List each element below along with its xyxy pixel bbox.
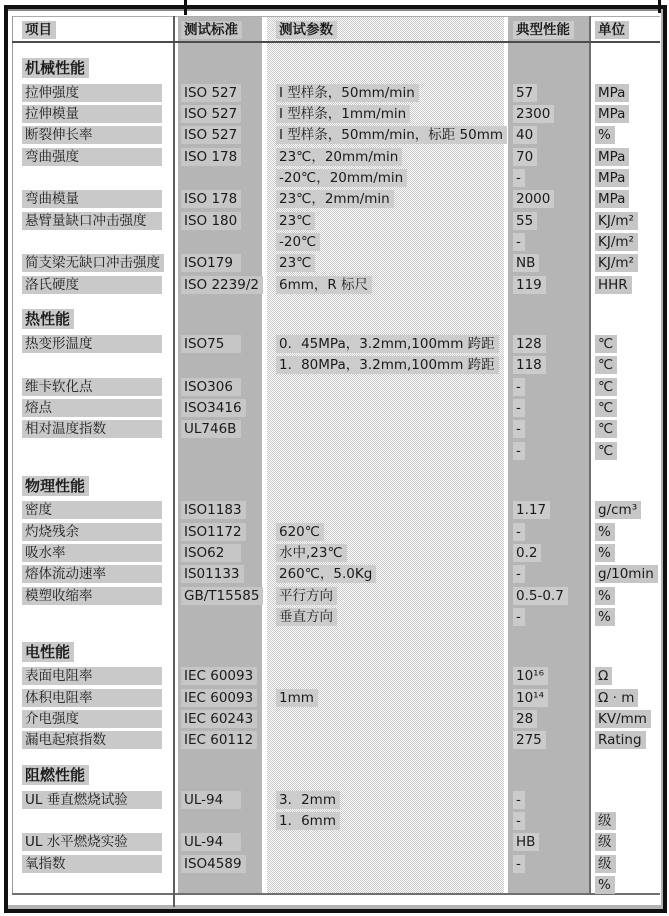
cell-param: I 型样条，1mm/min [276, 105, 410, 123]
cell-item: UL 垂直燃烧试验 [22, 791, 162, 809]
cell-unit: MPa [595, 84, 629, 102]
cell-std: ISO 180 [181, 212, 241, 230]
cell-param: 23℃ [276, 212, 315, 230]
cell-std: ISO 527 [181, 105, 241, 123]
cell-val: 275 [513, 731, 546, 749]
cell-val: - [513, 812, 525, 830]
cell-item: 相对温度指数 [22, 420, 162, 438]
cell-param: -20℃，20mm/min [276, 169, 407, 187]
cell-std: ISO1183 [181, 501, 246, 519]
cell-val: - [513, 399, 525, 417]
cell-std: IS01133 [181, 565, 244, 583]
cell-std: UL-94 [181, 833, 241, 851]
cell-param: 260℃，5.0Kg [276, 565, 376, 583]
cell-val: 2000 [513, 190, 554, 208]
cell-item: 密度 [22, 501, 162, 519]
header-item: 项目 [22, 21, 56, 39]
cell-val: 55 [513, 212, 537, 230]
cell-unit: MPa [595, 169, 629, 187]
cell-val: - [513, 608, 525, 626]
section-title: 热性能 [22, 309, 74, 329]
cell-item: 吸水率 [22, 544, 162, 562]
section-header-row [12, 43, 660, 81]
header-parameter: 测试参数 [276, 21, 337, 39]
cell-std: ISO306 [181, 378, 241, 396]
cell-std: IEC 60112 [181, 731, 257, 749]
cell-std: ISO 2239/2 [181, 276, 263, 294]
cell-item: 漏电起痕指数 [22, 731, 162, 749]
cell-param: 23℃ [276, 254, 315, 272]
table-row [12, 375, 660, 396]
cell-unit: % [595, 587, 615, 605]
cell-item: 热变形温度 [22, 335, 162, 353]
cell-std: IEC 60093 [181, 689, 257, 707]
cell-unit: ℃ [595, 335, 617, 353]
cell-std: ISO4589 [181, 855, 246, 873]
cell-unit: MPa [595, 148, 629, 166]
cell-val: 1.17 [513, 501, 550, 519]
property-table [12, 16, 660, 895]
cell-item: 弯曲模量 [22, 190, 162, 208]
table-row [12, 166, 660, 187]
cell-val: 128 [513, 335, 546, 353]
cell-val: 10¹⁴ [513, 689, 548, 707]
cell-item: 体积电阻率 [22, 689, 162, 707]
table-row [12, 584, 660, 605]
cell-unit: % [595, 126, 615, 144]
cell-unit: g/10min [595, 565, 658, 583]
cell-std: ISO 178 [181, 190, 241, 208]
cell-unit: % [595, 608, 615, 626]
cell-item: 熔体流动速率 [22, 565, 162, 583]
cell-param: I 型样条，50mm/min，标距 50mm [276, 126, 507, 144]
cell-std: ISO3416 [181, 399, 246, 417]
table-row [12, 354, 660, 375]
table-row [12, 273, 660, 294]
table-row [12, 252, 660, 273]
cell-item: 表面电阻率 [22, 667, 162, 685]
table-row [12, 788, 660, 809]
cell-std: ISO 178 [181, 148, 241, 166]
scan-artifact-tick-right [658, 0, 661, 13]
cell-param: -20℃ [276, 233, 320, 251]
table-row [12, 188, 660, 209]
cell-std: GB/T15585 [181, 587, 263, 605]
cell-unit: ℃ [595, 420, 617, 438]
header-typical-value: 典型性能 [513, 21, 574, 39]
cell-item: 介电强度 [22, 710, 162, 728]
cell-val: NB [513, 254, 539, 272]
cell-item: 熔点 [22, 399, 162, 417]
cell-param: 垂直方向 [276, 608, 337, 626]
table-row [12, 124, 660, 145]
cell-val: 10¹⁶ [513, 667, 548, 685]
table-row [12, 418, 660, 439]
cell-unit: 级 [595, 855, 616, 873]
cell-unit: KJ/m² [595, 212, 638, 230]
cell-unit: 级 [595, 833, 616, 851]
header-standard: 测试标准 [181, 21, 242, 39]
table-row [12, 499, 660, 520]
cell-val: 119 [513, 276, 546, 294]
table-row [12, 707, 660, 728]
cell-val: - [513, 791, 525, 809]
table-body [12, 43, 660, 895]
table-row [12, 665, 660, 686]
cell-item: 氧指数 [22, 855, 162, 873]
cell-param: 1．80MPa，3.2mm,100mm 跨距 [276, 356, 499, 374]
section-title: 物理性能 [22, 476, 89, 496]
cell-unit: % [595, 523, 615, 541]
cell-unit: ℃ [595, 399, 617, 417]
cell-val: - [513, 233, 525, 251]
cell-unit: MPa [595, 105, 629, 123]
table-row [12, 81, 660, 102]
table-row [12, 831, 660, 852]
cell-unit: % [595, 876, 615, 894]
cell-unit: MPa [595, 190, 629, 208]
cell-std: IEC 60093 [181, 667, 257, 685]
cell-std: ISO75 [181, 335, 241, 353]
cell-unit: ℃ [595, 378, 617, 396]
section-header-row [12, 750, 660, 788]
cell-unit: KJ/m² [595, 233, 638, 251]
cell-std: IEC 60243 [181, 710, 257, 728]
table-row [12, 439, 660, 460]
table-row [12, 686, 660, 707]
cell-unit: g/cm³ [595, 501, 641, 519]
scan-artifact-tick-left [184, 0, 187, 15]
cell-unit: Ω [595, 667, 612, 685]
cell-unit: % [595, 544, 615, 562]
table-row [12, 541, 660, 562]
cell-std: UL-94 [181, 791, 241, 809]
cell-param: 3．2mm [276, 791, 340, 809]
cell-unit: Ω · m [595, 689, 638, 707]
cell-val: 70 [513, 148, 537, 166]
cell-unit: 级 [595, 812, 616, 830]
cell-std: ISO62 [181, 544, 241, 562]
cell-param: 1mm [276, 689, 318, 707]
cell-val: - [513, 523, 525, 541]
cell-item: 拉伸强度 [22, 84, 162, 102]
table-row [12, 396, 660, 417]
header-unit: 单位 [595, 21, 629, 39]
table-row [12, 145, 660, 166]
table-row [12, 332, 660, 353]
cell-val: 0.5-0.7 [513, 587, 568, 605]
cell-item: 维卡软化点 [22, 378, 162, 396]
cell-val: 0.2 [513, 544, 541, 562]
cell-unit: Rating [595, 731, 646, 749]
cell-param: 6mm，R 标尺 [276, 276, 372, 294]
cell-val: 28 [513, 710, 537, 728]
cell-param: 水中,23℃ [276, 544, 347, 562]
table-row [12, 852, 660, 873]
cell-val: - [513, 378, 525, 396]
table-row [12, 809, 660, 830]
cell-val: 40 [513, 126, 537, 144]
cell-item: 模塑收缩率 [22, 587, 162, 605]
cell-param: I 型样条，50mm/min [276, 84, 419, 102]
cell-val: 118 [513, 356, 546, 374]
cell-val: - [513, 420, 525, 438]
cell-val: - [513, 565, 525, 583]
cell-unit: KJ/m² [595, 254, 638, 272]
table-row [12, 563, 660, 584]
cell-param: 620℃ [276, 523, 324, 541]
section-header-row [12, 461, 660, 499]
cell-item: 简支梁无缺口冲击强度 [22, 254, 164, 272]
cell-val: HB [513, 833, 539, 851]
cell-std: UL746B [181, 420, 241, 438]
cell-item: 弯曲强度 [22, 148, 162, 166]
cell-param: 23℃，2mm/min [276, 190, 394, 208]
table-row [12, 230, 660, 251]
cell-std: ISO179 [181, 254, 241, 272]
cell-item: 灼烧残余 [22, 523, 162, 541]
cell-unit: KV/mm [595, 710, 651, 728]
table-row [12, 873, 660, 894]
cell-item: 断裂伸长率 [22, 126, 162, 144]
cell-std: ISO1172 [181, 523, 246, 541]
cell-param: 0．45MPa，3.2mm,100mm 跨距 [276, 335, 499, 353]
cell-item: UL 水平燃烧实验 [22, 833, 162, 851]
section-title: 机械性能 [22, 58, 89, 78]
section-header-row [12, 294, 660, 332]
cell-param: 平行方向 [276, 587, 337, 605]
cell-val: - [513, 442, 525, 460]
cell-item: 悬臂量缺口冲击强度 [22, 212, 162, 230]
cell-param: 1．6mm [276, 812, 340, 830]
section-header-row [12, 627, 660, 665]
cell-val: 2300 [513, 105, 554, 123]
table-row [12, 102, 660, 123]
cell-std: ISO 527 [181, 126, 241, 144]
table-row [12, 605, 660, 626]
cell-unit: ℃ [595, 442, 617, 460]
cell-std: ISO 527 [181, 84, 241, 102]
cell-val: - [513, 855, 525, 873]
cell-item: 拉伸模量 [22, 105, 162, 123]
cell-val: - [513, 169, 525, 187]
cell-unit: HHR [595, 276, 632, 294]
cell-val: 57 [513, 84, 537, 102]
table-header-row [12, 16, 660, 43]
table-row [12, 209, 660, 230]
section-title: 电性能 [22, 642, 74, 662]
cell-item: 洛氏硬度 [22, 276, 162, 294]
section-title: 阻燃性能 [22, 765, 89, 785]
cell-param: 23℃，20mm/min [276, 148, 402, 166]
table-row [12, 729, 660, 750]
cell-unit: ℃ [595, 356, 617, 374]
table-row [12, 520, 660, 541]
